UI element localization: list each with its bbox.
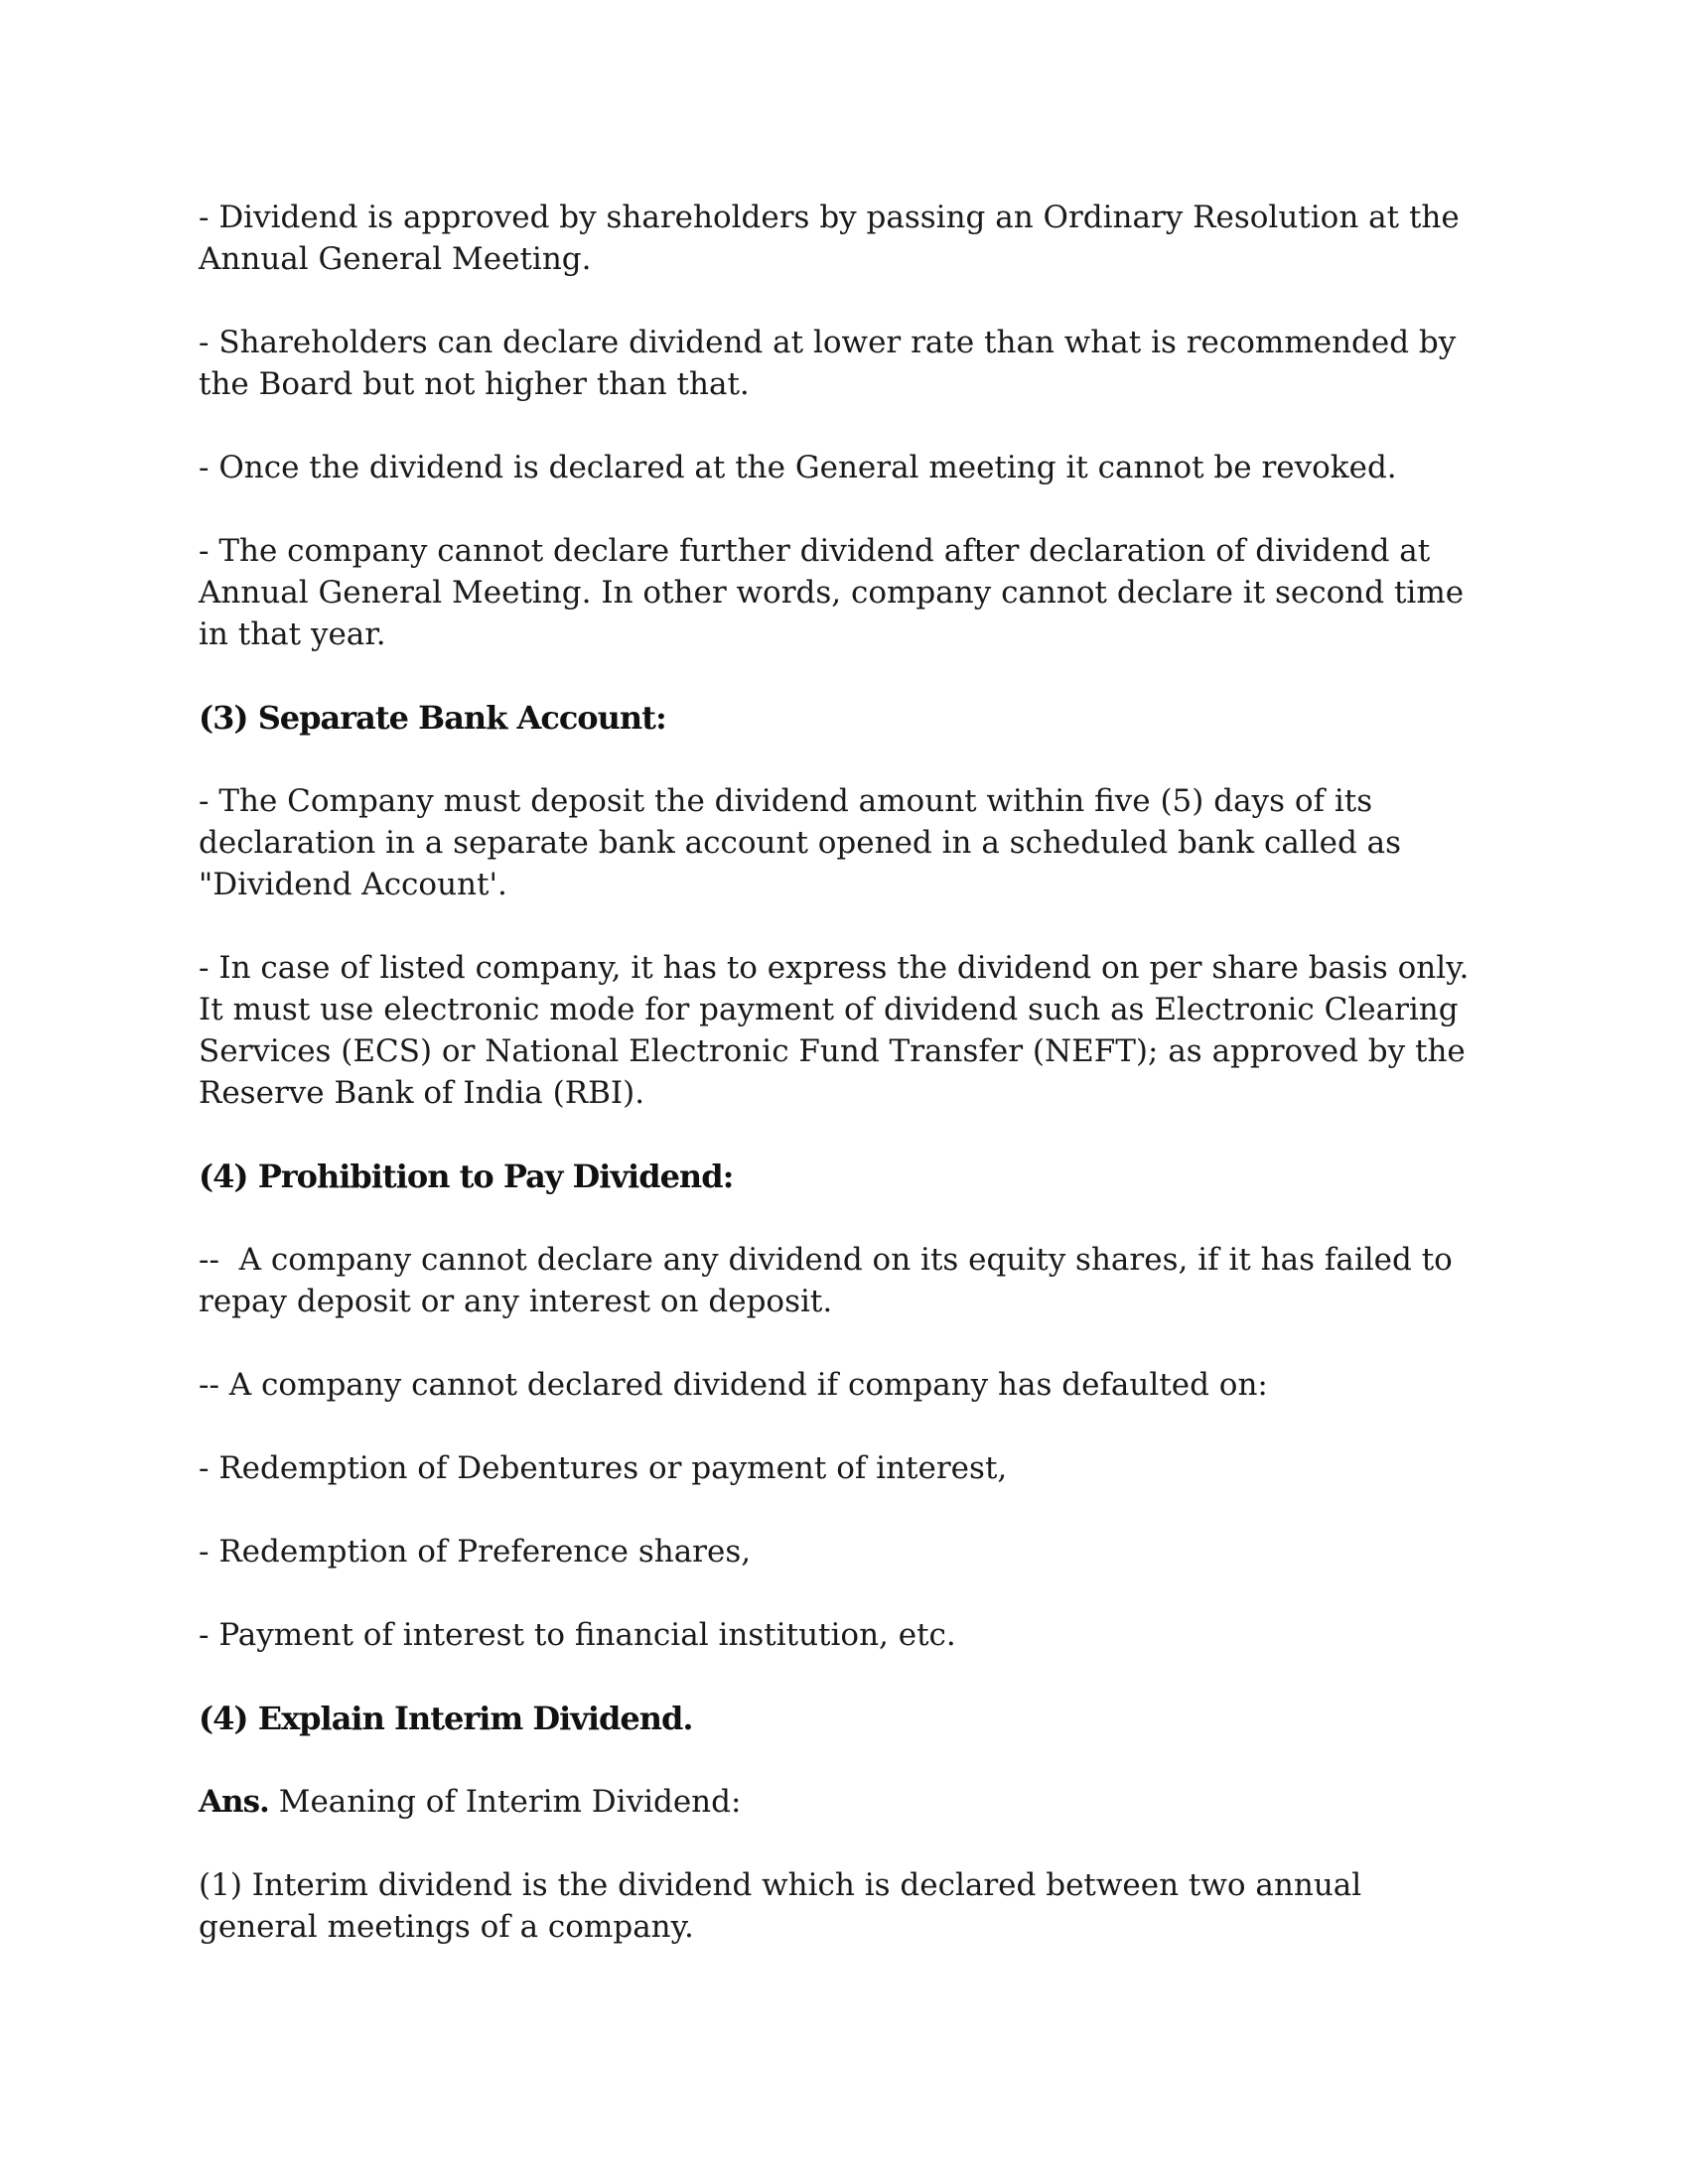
paragraph-lower-rate: - Shareholders can declare dividend at lower rate than what is recommended by the Board but not higher than that. — [199, 325, 1467, 402]
paragraph-dividend-approval: - Dividend is approved by shareholders by passing an Ordinary Resolution at the Annual General Meeting. — [199, 200, 1470, 277]
paragraph-listed-company: - In case of listed company, it has to express the dividend on per share basis only. It must use electronic mode for payment of dividend such as Electronic Clearing Services (ECS) or National Electronic Fund Transfer (NEFT); as approved by the Reserve Bank of India (RBI). — [199, 950, 1479, 1111]
answer-label: Ans. — [199, 1784, 269, 1820]
heading-prohibition: (4) Prohibition to Pay Dividend: — [199, 1158, 734, 1195]
paragraph-cannot-revoke: - Once the dividend is declared at the General meeting it cannot be revoked. — [199, 450, 1397, 485]
heading-interim-dividend: (4) Explain Interim Dividend. — [199, 1700, 693, 1737]
heading-separate-bank-account: (3) Separate Bank Account: — [199, 699, 666, 737]
document-body — [199, 197, 1489, 1989]
paragraph-redemption-debentures: - Redemption of Debentures or payment of interest, — [199, 1450, 1008, 1486]
paragraph-interim-definition: (1) Interim dividend is the dividend which is declared between two annual general meetings of a company. — [199, 1867, 1372, 1945]
paragraph-defaulted-on: -- A company cannot declared dividend if company has defaulted on: — [199, 1367, 1268, 1403]
answer-text: Meaning of Interim Dividend: — [268, 1784, 742, 1820]
paragraph-deposit-dividend: - The Company must deposit the dividend amount within five (5) days of its declaration in a separate bank account opened in a scheduled bank called as "Dividend Account'. — [199, 783, 1411, 902]
paragraph-failed-repay-deposit: -- A company cannot declare any dividend on its equity shares, if it has failed to repay deposit or any interest on deposit. — [199, 1242, 1463, 1319]
paragraph-payment-interest: - Payment of interest to financial institution, etc. — [199, 1617, 956, 1653]
paragraph-redemption-preference: - Redemption of Preference shares, — [199, 1534, 752, 1570]
paragraph-no-further-dividend: - The company cannot declare further dividend after declaration of dividend at Annual General Meeting. In other words, company cannot declare it second time in that year. — [199, 533, 1474, 652]
answer-meaning — [199, 1781, 1489, 1823]
